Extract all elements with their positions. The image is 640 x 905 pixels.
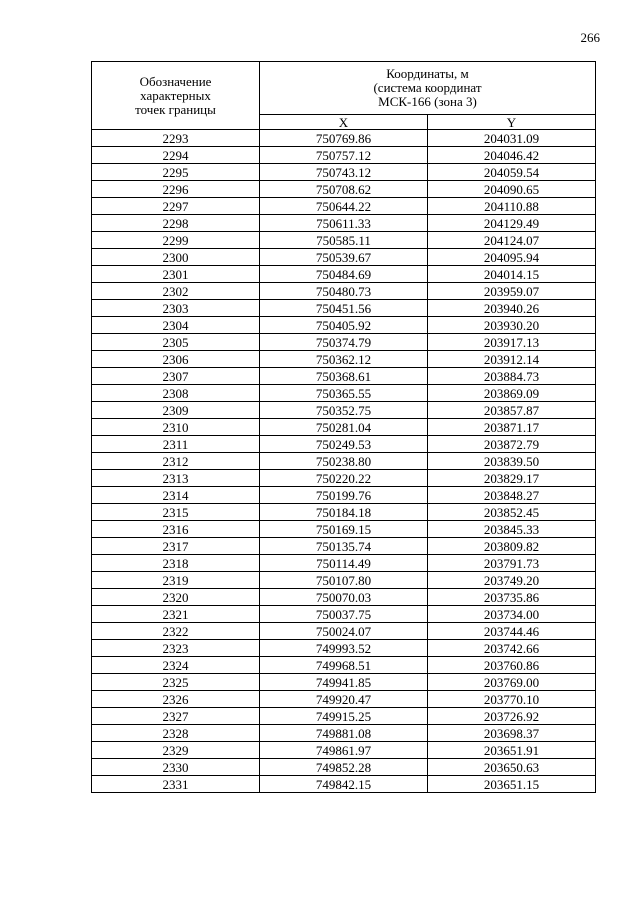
y-coordinate-cell: 203829.17	[428, 470, 596, 487]
y-coordinate-cell: 203959.07	[428, 283, 596, 300]
x-coordinate-cell: 750107.80	[260, 572, 428, 589]
table-row	[92, 725, 596, 742]
y-coordinate-cell: 204095.94	[428, 249, 596, 266]
y-coordinate-cell: 203742.66	[428, 640, 596, 657]
table-row	[92, 385, 596, 402]
point-number-cell: 2331	[92, 776, 260, 793]
x-coordinate-cell: 749993.52	[260, 640, 428, 657]
y-coordinate-cell: 204031.09	[428, 130, 596, 147]
y-coordinate-cell: 203726.92	[428, 708, 596, 725]
y-coordinate-cell: 203749.20	[428, 572, 596, 589]
table-row	[92, 249, 596, 266]
x-coordinate-cell: 750199.76	[260, 487, 428, 504]
point-number-cell: 2302	[92, 283, 260, 300]
table-row	[92, 759, 596, 776]
y-coordinate-cell: 203871.17	[428, 419, 596, 436]
x-coordinate-cell: 750024.07	[260, 623, 428, 640]
point-number-cell: 2320	[92, 589, 260, 606]
y-coordinate-cell: 203770.10	[428, 691, 596, 708]
y-coordinate-cell: 203651.91	[428, 742, 596, 759]
point-number-cell: 2327	[92, 708, 260, 725]
table-row	[92, 419, 596, 436]
point-number-cell: 2330	[92, 759, 260, 776]
point-number-cell: 2326	[92, 691, 260, 708]
point-number-cell: 2298	[92, 215, 260, 232]
x-coordinate-cell: 749861.97	[260, 742, 428, 759]
y-coordinate-cell: 203930.20	[428, 317, 596, 334]
header-point-line: Обозначение	[139, 73, 212, 89]
y-coordinate-cell: 203869.09	[428, 385, 596, 402]
table-row	[92, 368, 596, 385]
table-row	[92, 181, 596, 198]
table-row	[92, 402, 596, 419]
point-number-cell: 2297	[92, 198, 260, 215]
point-number-cell: 2301	[92, 266, 260, 283]
y-coordinate-cell: 203852.45	[428, 504, 596, 521]
point-number-cell: 2316	[92, 521, 260, 538]
point-number-cell: 2296	[92, 181, 260, 198]
table-row	[92, 147, 596, 164]
header-y: Y	[428, 115, 596, 130]
point-number-cell: 2303	[92, 300, 260, 317]
x-coordinate-cell: 750743.12	[260, 164, 428, 181]
point-number-cell: 2308	[92, 385, 260, 402]
table-row	[92, 300, 596, 317]
x-coordinate-cell: 750374.79	[260, 334, 428, 351]
table-row	[92, 487, 596, 504]
y-coordinate-cell: 204014.15	[428, 266, 596, 283]
point-number-cell: 2314	[92, 487, 260, 504]
x-coordinate-cell: 750114.49	[260, 555, 428, 572]
table-row	[92, 657, 596, 674]
point-number-cell: 2304	[92, 317, 260, 334]
table-row	[92, 691, 596, 708]
point-number-cell: 2312	[92, 453, 260, 470]
table-body	[92, 130, 596, 793]
x-coordinate-cell: 750184.18	[260, 504, 428, 521]
header-coords-line: (система координат	[373, 80, 482, 95]
table-row	[92, 470, 596, 487]
y-coordinate-cell: 203884.73	[428, 368, 596, 385]
table-row	[92, 674, 596, 691]
point-number-cell: 2317	[92, 538, 260, 555]
x-coordinate-cell: 749941.85	[260, 674, 428, 691]
table-row	[92, 589, 596, 606]
table-row	[92, 742, 596, 759]
header-point-line: характерных	[140, 87, 211, 103]
header-coordinates	[260, 62, 596, 115]
table-row	[92, 555, 596, 572]
x-coordinate-cell: 750238.80	[260, 453, 428, 470]
page-number: 266	[580, 30, 600, 45]
point-number-cell: 2300	[92, 249, 260, 266]
point-number-cell: 2322	[92, 623, 260, 640]
x-coordinate-cell: 750451.56	[260, 300, 428, 317]
x-coordinate-cell: 750644.22	[260, 198, 428, 215]
x-coordinate-cell: 750362.12	[260, 351, 428, 368]
y-coordinate-cell: 203791.73	[428, 555, 596, 572]
y-coordinate-cell: 203912.14	[428, 351, 596, 368]
point-number-cell: 2295	[92, 164, 260, 181]
point-number-cell: 2293	[92, 130, 260, 147]
point-number-cell: 2318	[92, 555, 260, 572]
y-coordinate-cell: 203940.26	[428, 300, 596, 317]
table-row	[92, 538, 596, 555]
y-coordinate-cell: 203857.87	[428, 402, 596, 419]
header-point-designation	[92, 62, 260, 130]
header-coords-line: Координаты, м	[386, 66, 469, 81]
y-coordinate-cell: 204110.88	[428, 198, 596, 215]
x-coordinate-cell: 750220.22	[260, 470, 428, 487]
point-number-cell: 2328	[92, 725, 260, 742]
table-row	[92, 453, 596, 470]
table-row	[92, 436, 596, 453]
x-coordinate-cell: 750135.74	[260, 538, 428, 555]
coordinates-table	[91, 61, 596, 793]
x-coordinate-cell: 750480.73	[260, 283, 428, 300]
y-coordinate-cell: 203848.27	[428, 487, 596, 504]
point-number-cell: 2311	[92, 436, 260, 453]
table-row	[92, 606, 596, 623]
x-coordinate-cell: 750708.62	[260, 181, 428, 198]
table-row	[92, 215, 596, 232]
x-coordinate-cell: 750352.75	[260, 402, 428, 419]
y-coordinate-cell: 203651.15	[428, 776, 596, 793]
y-coordinate-cell: 204059.54	[428, 164, 596, 181]
table-row	[92, 640, 596, 657]
table-row	[92, 334, 596, 351]
x-coordinate-cell: 750365.55	[260, 385, 428, 402]
y-coordinate-cell: 203698.37	[428, 725, 596, 742]
x-coordinate-cell: 749920.47	[260, 691, 428, 708]
y-coordinate-cell: 203809.82	[428, 538, 596, 555]
x-coordinate-cell: 750769.86	[260, 130, 428, 147]
table-row	[92, 232, 596, 249]
x-coordinate-cell: 750757.12	[260, 147, 428, 164]
y-coordinate-cell: 204046.42	[428, 147, 596, 164]
table-row	[92, 708, 596, 725]
x-coordinate-cell: 749852.28	[260, 759, 428, 776]
point-number-cell: 2299	[92, 232, 260, 249]
point-number-cell: 2321	[92, 606, 260, 623]
x-coordinate-cell: 750037.75	[260, 606, 428, 623]
y-coordinate-cell: 204090.65	[428, 181, 596, 198]
x-coordinate-cell: 750070.03	[260, 589, 428, 606]
y-coordinate-cell: 203650.63	[428, 759, 596, 776]
point-number-cell: 2294	[92, 147, 260, 164]
y-coordinate-cell: 203760.86	[428, 657, 596, 674]
header-coords-line: МСК-166 (зона 3)	[378, 94, 477, 109]
header-point-line: точек границы	[135, 101, 216, 117]
y-coordinate-cell: 203839.50	[428, 453, 596, 470]
x-coordinate-cell: 750368.61	[260, 368, 428, 385]
table-row	[92, 266, 596, 283]
table-row	[92, 164, 596, 181]
table-row	[92, 623, 596, 640]
x-coordinate-cell: 750249.53	[260, 436, 428, 453]
point-number-cell: 2309	[92, 402, 260, 419]
point-number-cell: 2305	[92, 334, 260, 351]
x-coordinate-cell: 750611.33	[260, 215, 428, 232]
y-coordinate-cell: 203744.46	[428, 623, 596, 640]
point-number-cell: 2310	[92, 419, 260, 436]
point-number-cell: 2307	[92, 368, 260, 385]
x-coordinate-cell: 750405.92	[260, 317, 428, 334]
x-coordinate-cell: 750281.04	[260, 419, 428, 436]
y-coordinate-cell: 204124.07	[428, 232, 596, 249]
table-row	[92, 198, 596, 215]
y-coordinate-cell: 203735.86	[428, 589, 596, 606]
point-number-cell: 2315	[92, 504, 260, 521]
y-coordinate-cell: 204129.49	[428, 215, 596, 232]
x-coordinate-cell: 750539.67	[260, 249, 428, 266]
table-row	[92, 776, 596, 793]
y-coordinate-cell: 203917.13	[428, 334, 596, 351]
x-coordinate-cell: 750169.15	[260, 521, 428, 538]
table-row	[92, 351, 596, 368]
point-number-cell: 2325	[92, 674, 260, 691]
header-x: X	[260, 115, 428, 130]
x-coordinate-cell: 750585.11	[260, 232, 428, 249]
x-coordinate-cell: 749881.08	[260, 725, 428, 742]
point-number-cell: 2329	[92, 742, 260, 759]
table-row	[92, 130, 596, 147]
y-coordinate-cell: 203872.79	[428, 436, 596, 453]
point-number-cell: 2306	[92, 351, 260, 368]
y-coordinate-cell: 203845.33	[428, 521, 596, 538]
x-coordinate-cell: 750484.69	[260, 266, 428, 283]
y-coordinate-cell: 203769.00	[428, 674, 596, 691]
table-row	[92, 317, 596, 334]
x-coordinate-cell: 749842.15	[260, 776, 428, 793]
point-number-cell: 2313	[92, 470, 260, 487]
table-row	[92, 504, 596, 521]
point-number-cell: 2324	[92, 657, 260, 674]
table-row	[92, 521, 596, 538]
table-row	[92, 283, 596, 300]
y-coordinate-cell: 203734.00	[428, 606, 596, 623]
point-number-cell: 2323	[92, 640, 260, 657]
point-number-cell: 2319	[92, 572, 260, 589]
x-coordinate-cell: 749968.51	[260, 657, 428, 674]
x-coordinate-cell: 749915.25	[260, 708, 428, 725]
table-row	[92, 572, 596, 589]
